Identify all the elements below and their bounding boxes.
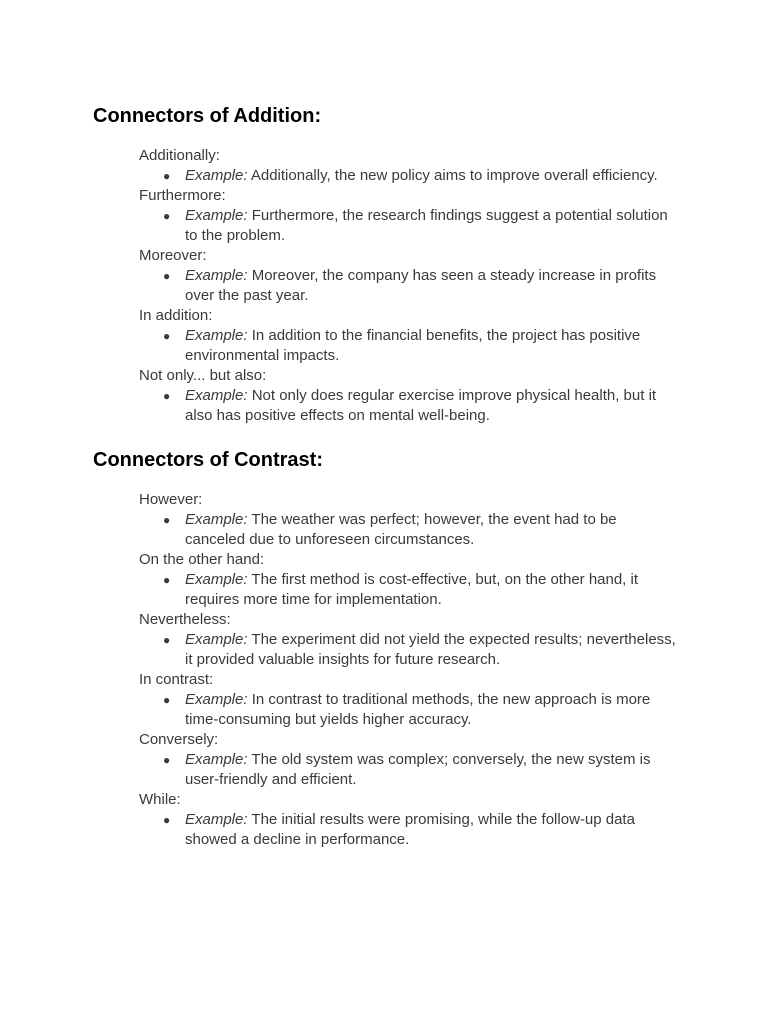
example-text: The initial results were promising, while the follow-up data showed a decline in performance. xyxy=(185,811,635,848)
example-text: Not only does regular exercise improve physical health, but it also has positive effects on mental well-being. xyxy=(185,387,657,424)
bullet-icon: ● xyxy=(163,389,171,403)
section-heading: Connectors of Addition: xyxy=(93,105,322,127)
example-text: The old system was complex; conversely, the new system is user-friendly and efficient. xyxy=(185,751,651,788)
example-item xyxy=(139,206,679,246)
example-label: Example: xyxy=(185,387,248,404)
example-label: Example: xyxy=(185,167,248,184)
example-item xyxy=(139,750,679,790)
connector-term: On the other hand: xyxy=(139,551,265,568)
bullet-icon: ● xyxy=(163,269,171,283)
example-item xyxy=(139,266,679,306)
connector-term: Conversely: xyxy=(139,731,219,748)
connector-term: In contrast: xyxy=(139,671,214,688)
example-item xyxy=(139,326,679,366)
example-text: The weather was perfect; however, the event had to be canceled due to unforeseen circumstances. xyxy=(185,511,617,548)
example-label: Example: xyxy=(185,691,248,708)
connector-term: Moreover: xyxy=(139,247,207,264)
example-text: In contrast to traditional methods, the new approach is more time-consuming but yields higher accuracy. xyxy=(185,691,651,728)
example-item xyxy=(139,510,679,550)
example-label: Example: xyxy=(185,811,248,828)
connector-term: Furthermore: xyxy=(139,187,226,204)
example-item xyxy=(139,630,679,670)
section-heading: Connectors of Contrast: xyxy=(93,449,323,471)
example-item xyxy=(139,386,679,426)
bullet-icon: ● xyxy=(163,169,171,183)
example-text: The first method is cost-effective, but, on the other hand, it requires more time for implementation. xyxy=(185,571,639,608)
example-text: Furthermore, the research findings suggest a potential solution to the problem. xyxy=(185,207,668,244)
bullet-icon: ● xyxy=(163,209,171,223)
example-label: Example: xyxy=(185,207,248,224)
section-contrast xyxy=(93,447,693,848)
connector-term: While: xyxy=(139,791,181,808)
example-item xyxy=(139,166,679,186)
example-label: Example: xyxy=(185,327,248,344)
connector-term: However: xyxy=(139,491,203,508)
example-label: Example: xyxy=(185,511,248,528)
bullet-icon: ● xyxy=(163,753,171,767)
example-item xyxy=(139,690,679,730)
connector-term: In addition: xyxy=(139,307,213,324)
example-text: Additionally, the new policy aims to improve overall efficiency. xyxy=(247,167,658,184)
bullet-icon: ● xyxy=(163,573,171,587)
connector-term: Nevertheless: xyxy=(139,611,231,628)
bullet-icon: ● xyxy=(163,813,171,827)
connector-list xyxy=(139,146,679,426)
example-item xyxy=(139,570,679,610)
connector-term: Not only... but also: xyxy=(139,367,267,384)
example-text: In addition to the financial benefits, the project has positive environmental impacts. xyxy=(185,327,641,364)
bullet-icon: ● xyxy=(163,513,171,527)
bullet-icon: ● xyxy=(163,329,171,343)
example-text: Moreover, the company has seen a steady increase in profits over the past year. xyxy=(185,267,657,304)
example-label: Example: xyxy=(185,267,248,284)
example-label: Example: xyxy=(185,751,248,768)
connector-list xyxy=(139,490,679,850)
example-item xyxy=(139,810,679,850)
example-label: Example: xyxy=(185,571,248,588)
connector-term: Additionally: xyxy=(139,147,220,164)
example-text: The experiment did not yield the expected results; nevertheless, it provided valuable insights for future research. xyxy=(185,631,676,668)
example-label: Example: xyxy=(185,631,248,648)
section-addition xyxy=(93,103,693,424)
bullet-icon: ● xyxy=(163,633,171,647)
bullet-icon: ● xyxy=(163,693,171,707)
